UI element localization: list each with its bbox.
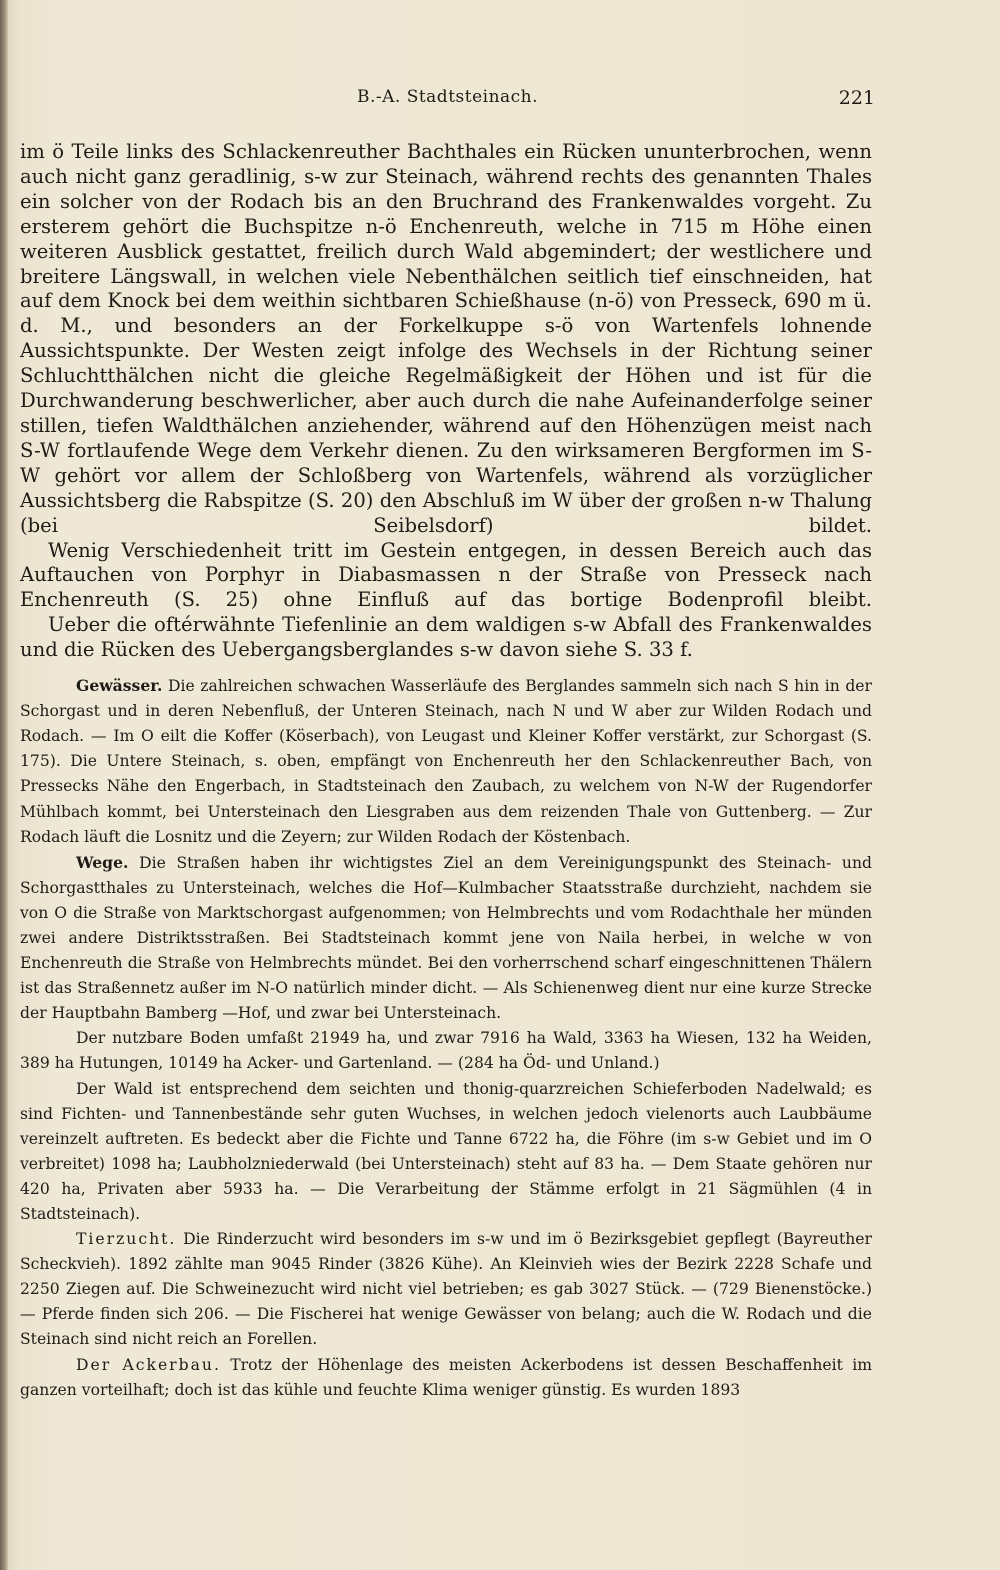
text-gewaesser: Die zahlreichen schwachen Wasserläufe des Berglandes sammeln sich nach S hin in der Schorgast und in deren Nebenfluß, der Unteren Steinach, nach N und W aber zur Wilden Rodach und Rodach. — Im O eilt die Koffer (Köserbach), von Leugast und Kleiner Koffer verstärkt, zur Schorgast (S. 175). Die Untere Steinach, s. oben, empfängt von Enchenreuth her den Schlackenreuther Bach, von Pressecks Nähe den Engerbach, in Stadtsteinach den Zaubach, zu welchem von N-W der Rugendorfer Mühlbach kommt, bei Untersteinach den Liesgraben aus dem reizenden Thale von Guttenberg. — Zur Rodach läuft die Losnitz und die Zeyern; zur Wilden Rodach der Köstenbach.: [20, 677, 872, 846]
running-title: B.-A. Stadtsteinach.: [356, 87, 539, 107]
heading-tierzucht: Tierzucht.: [76, 1230, 177, 1249]
paragraph-tierzucht: [20, 1227, 872, 1352]
paragraph-ackerbau: [20, 1353, 872, 1403]
paragraph-wald: Der Wald ist entsprechend dem seichten und thonig-quarzreichen Schieferboden Nadelwald; es sind Fichten- und Tannenbestände sehr guten Wuchses, in welchen jedoch vielenorts auch Laubbäume vereinzelt auftreten. Es bedeckt aber die Fichte und Tanne 6722 ha, die Föhre (im s-w Gebiet und im O verbreitet) 1098 ha; Laubholzniederwald (bei Untersteinach) steht auf 83 ha. — Dem Staate gehören nur 420 ha, Privaten aber 5933 ha. — Die Verarbeitung der Stämme erfolgt in 21 Sägmühlen (4 in Stadtsteinach).: [20, 1079, 872, 1223]
paragraph-gewaesser: [20, 673, 872, 850]
page-header: [20, 85, 875, 115]
heading-wege: Wege.: [76, 852, 129, 872]
main-text: [20, 140, 872, 663]
heading-ackerbau: Der Ackerbau.: [76, 1355, 221, 1374]
small-print-section: [20, 673, 872, 1403]
paragraph-boden: Der nutzbare Boden umfaßt 21949 ha, und zwar 7916 ha Wald, 3363 ha Wiesen, 132 ha Weiden, 389 ha Hutungen, 10149 ha Acker- und Gartenland. — (284 ha Öd- und Unland.): [20, 1029, 872, 1073]
heading-gewaesser: Gewässer.: [76, 676, 163, 696]
paragraph-wege: [20, 850, 872, 1027]
page-number: 221: [838, 87, 875, 109]
text-tierzucht: Die Rinderzucht wird besonders im s-w und im ö Bezirksgebiet gepflegt (Bayreuther Scheckvieh). 1892 zählte man 9045 Rinder (3826 Kühe). An Kleinvieh wies der Bezirk 2228 Schafe und 2250 Ziegen auf. Die Schweinezucht wird nicht viel betrieben; es gab 3027 Stück. — (729 Bienenstöcke.) — Pferde finden sich 206. — Die Fischerei hat wenige Gewässer von belang; auch die W. Rodach und die Steinach sind nicht reich an Forellen.: [20, 1230, 872, 1349]
paragraph-rocks: Wenig Verschiedenheit tritt im Gestein entgegen, in dessen Bereich auch das Auftauchen von Porphyr in Diabasmassen n der Straße von Presseck nach Enchenreuth (S. 25) ohne Einfluß auf das bortige Bodenprofil bleibt.: [20, 538, 872, 612]
text-ackerbau: Trotz der Höhenlage des meisten Ackerbodens ist dessen Beschaffenheit im ganzen vorteilhaft; doch ist das kühle und feuchte Klima weniger günstig. Es wurden 1893: [20, 1355, 872, 1399]
page-body: [20, 140, 872, 1403]
book-spine-shadow: [0, 0, 8, 1570]
paragraph-ridges: im ö Teile links des Schlackenreuther Bachthales ein Rücken ununterbrochen, wenn auch nicht ganz geradlinig, s-w zur Steinach, während rechts des genannten Thales ein solcher von der Rodach bis an den Bruchrand des Frankenwaldes vorgeht. Zu ersterem gehört die Buchspitze n-ö Enchenreuth, welche in 715 m Höhe einen weiteren Ausblick gestattet, freilich durch Wald abgemindert; der westlichere und breitere Längswall, in welchen viele Nebenthälchen seitlich tief einschneiden, hat auf dem Knock bei dem weithin sichtbaren Schießhause (n-ö) von Presseck, 690 m ü. d. M., und besonders an der Forkelkuppe s-ö von Wartenfels lohnende Aussichtspunkte. Der Westen zeigt infolge des Wechsels in der Richtung seiner Schluchtthälchen nicht die gleiche Regelmäßigkeit der Höhen und ist für die Durchwanderung beschwerlicher, aber auch durch die nahe Aufeinanderfolge seiner stillen, tiefen Waldthälchen anziehender, während auf den Höhenzügen meist nach S-W fortlaufende Wege dem Verkehr dienen. Zu den wirksameren Bergformen im S-W gehört vor allem der Schloßberg von Wartenfels, während als vorzüglicher Aussichtsberg die Rabspitze (S. 20) den Abschluß im W über der großen n-w Thalung (bei Seibelsdorf) bildet.: [20, 140, 872, 537]
paragraph-depression: Ueber die oftérwähnte Tiefenlinie an dem waldigen s-w Abfall des Frankenwaldes und die Rücken des Uebergangsberglandes s-w davon siehe S. 33 f.: [20, 613, 872, 662]
text-wege: Die Straßen haben ihr wichtigstes Ziel an dem Vereinigungspunkt des Steinach- und Schorgastthales zu Untersteinach, welches die Hof—Kulmbacher Staatsstraße durchzieht, nachdem sie von O die Straße von Marktschorgast aufgenommen; von Helmbrechts und vom Rodachthale her münden zwei andere Distriktsstraßen. Bei Stadtsteinach kommt jene von Naila herbei, in welche w von Enchenreuth die Straße von Helmbrechts mündet. Bei den vorherrschend scharf eingeschnittenen Thälern ist das Straßennetz außer im N-O natürlich minder dicht. — Als Schienenweg dient nur eine kurze Strecke der Hauptbahn Bamberg —Hof, und zwar bei Untersteinach.: [20, 853, 872, 1023]
